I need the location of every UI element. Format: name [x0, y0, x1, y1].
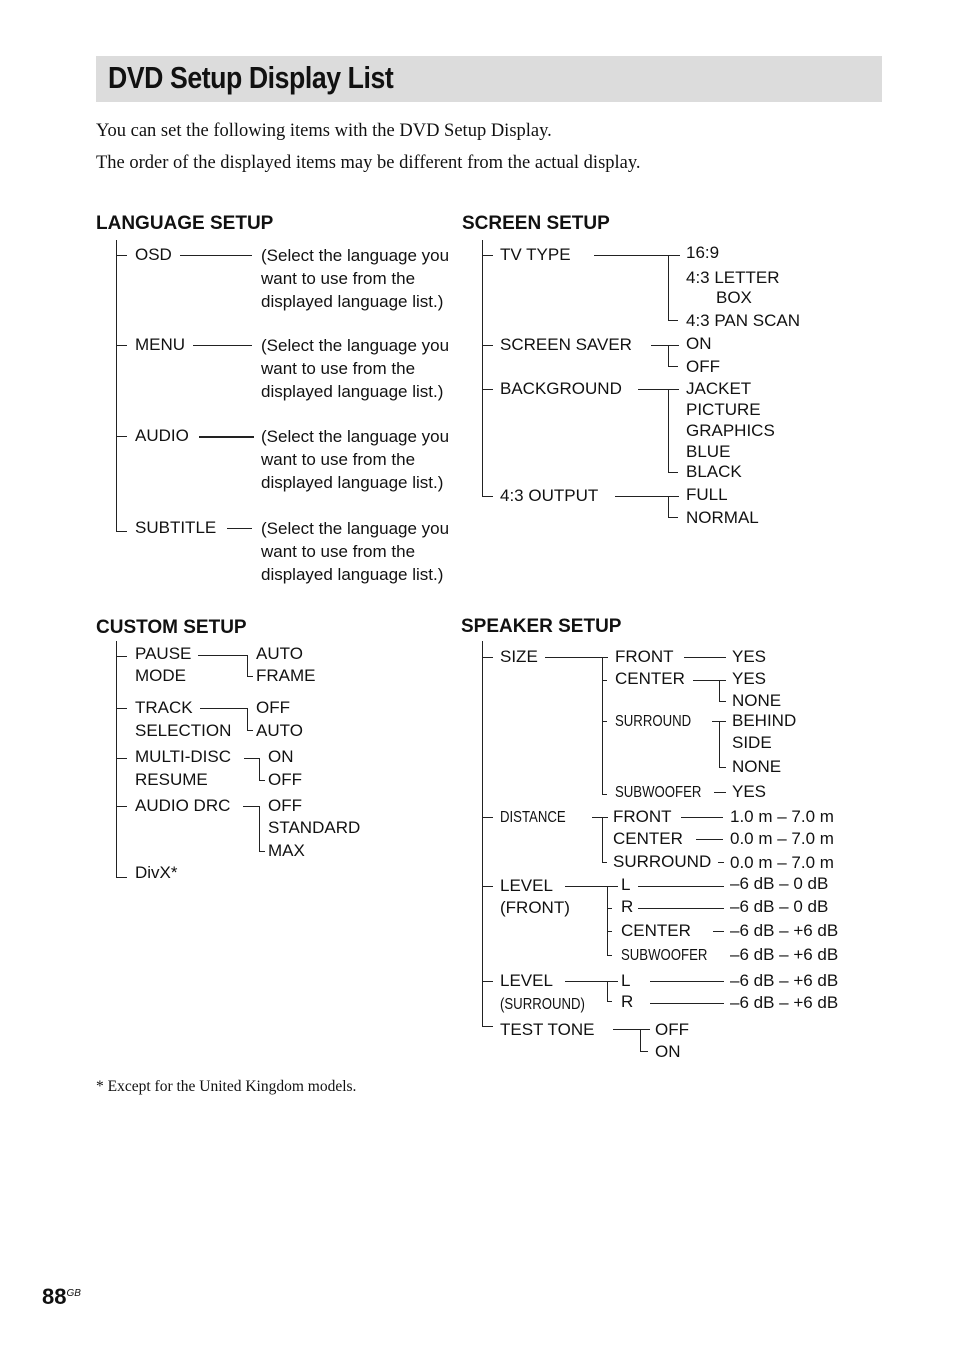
custom-multidisc: MULTI-DISC [135, 747, 232, 766]
screen-tv-type: TV TYPE [500, 245, 571, 264]
surround-behind: BEHIND [732, 711, 797, 730]
level-surround-r: R [621, 992, 634, 1011]
tree-line [696, 839, 723, 840]
size-center-yes: YES [732, 669, 767, 688]
bg-jacket: JACKET [686, 379, 752, 398]
distance-center-range: 0.0 m – 7.0 m [730, 829, 834, 848]
speaker-size: SIZE [500, 647, 538, 666]
lang-subtitle: SUBTITLE [135, 518, 217, 537]
tree-line [668, 255, 669, 321]
tree-line [607, 931, 612, 932]
tree-line [651, 345, 679, 346]
tree-line [227, 528, 252, 529]
tree-line [607, 908, 612, 909]
tv-pan-scan: 4:3 PAN SCAN [686, 311, 801, 330]
tree-line [116, 255, 127, 256]
tree-line [650, 981, 724, 982]
lang-osd-desc: (Select the language you want to use from the displayed language list.) [261, 246, 450, 311]
drc-standard: STANDARD [268, 818, 361, 837]
bg-graphics: GRAPHICS [686, 421, 775, 440]
tree-line [565, 981, 618, 982]
tree-line [719, 767, 726, 768]
distance-surround: SURROUND [613, 852, 712, 871]
level-front-r: R [621, 897, 634, 916]
tree-line [247, 655, 248, 677]
tree-line [482, 389, 493, 390]
surround-side: SIDE [732, 733, 772, 752]
size-front: FRONT [615, 647, 674, 666]
track-auto: AUTO [256, 721, 303, 740]
tree-line [193, 345, 252, 346]
custom-pause-2: MODE [135, 666, 186, 685]
custom-pause: PAUSE [135, 644, 192, 663]
tree-line [668, 345, 669, 367]
custom-track: TRACK [135, 698, 193, 717]
lang-menu-desc: (Select the language you want to use from the displayed language list.) [261, 336, 450, 401]
tree-line [116, 531, 127, 532]
page-title: DVD Setup Display List [108, 60, 394, 95]
tree-line [693, 680, 726, 681]
level-front-l-range: –6 dB – 0 dB [730, 874, 829, 893]
screen-setup-heading: SCREEN SETUP [462, 213, 610, 234]
tree-line [668, 366, 678, 367]
tree-line [638, 389, 679, 390]
screen-output: 4:3 OUTPUT [500, 486, 599, 505]
bg-picture: PICTURE [686, 400, 761, 419]
speaker-test-tone: TEST TONE [500, 1020, 595, 1039]
distance-surround-range: 0.0 m – 7.0 m [730, 853, 834, 872]
tree-line [259, 780, 265, 781]
level-surround-r-range: –6 dB – +6 dB [730, 993, 839, 1012]
tree-line [545, 657, 608, 658]
tree-line [116, 806, 127, 807]
level-front-r-range: –6 dB – 0 dB [730, 897, 829, 916]
title-bar [96, 56, 882, 102]
tree-line [482, 641, 483, 1027]
tree-line [116, 877, 127, 878]
tree-line [719, 680, 720, 702]
level-front-subwoofer: SUBWOOFER [621, 947, 708, 964]
level-surround-l: L [621, 971, 631, 990]
tree-line [243, 806, 260, 807]
custom-multidisc-2: RESUME [135, 770, 208, 789]
tree-line [681, 817, 723, 818]
tree-line [116, 656, 127, 657]
tree-line [247, 708, 248, 731]
tree-line [719, 701, 726, 702]
tree-line [482, 240, 483, 497]
page-number: $88^{GB}$ [42, 1284, 81, 1309]
tree-line [482, 657, 493, 658]
tree-line [668, 496, 669, 518]
size-subwoofer: SUBWOOFER [615, 784, 702, 801]
speaker-level-surround: LEVEL [500, 971, 553, 990]
speaker-level-surround-paren: (SURROUND) [500, 996, 585, 1013]
tree-line [482, 886, 493, 887]
tree-line [668, 320, 678, 321]
tree-line [482, 817, 493, 818]
tree-line [482, 345, 493, 346]
tree-line [650, 1003, 724, 1004]
level-front-l: L [621, 875, 631, 894]
lang-audio-desc: (Select the language you want to use from the displayed language list.) [261, 427, 450, 492]
tree-line [565, 886, 618, 887]
tree-line [259, 806, 260, 852]
tree-line [607, 955, 612, 956]
tree-line [668, 472, 678, 473]
page-suffix: GB [66, 1288, 81, 1299]
surround-none: NONE [732, 757, 782, 776]
size-subwoofer-yes: YES [732, 782, 767, 801]
tree-line [638, 908, 724, 909]
pause-frame: FRAME [256, 666, 316, 685]
distance-front: FRONT [613, 807, 672, 826]
tree-line [199, 436, 254, 438]
tree-line [638, 886, 724, 887]
size-surround: SURROUND [615, 713, 692, 730]
speaker-setup-heading: SPEAKER SETUP [461, 616, 622, 637]
speaker-level-front-paren: (FRONT) [500, 898, 570, 917]
speaker-level-front: LEVEL [500, 876, 553, 895]
tv-letter: 4:3 LETTER [686, 268, 780, 287]
tv-16-9: 16:9 [686, 243, 720, 262]
drc-max: MAX [268, 841, 305, 860]
tree-line [198, 655, 248, 656]
tree-line [613, 1029, 650, 1030]
tree-line [602, 680, 607, 681]
screen-saver: SCREEN SAVER [500, 335, 632, 354]
tree-line [116, 345, 127, 346]
tree-line [713, 931, 724, 932]
custom-setup-heading: CUSTOM SETUP [96, 617, 247, 638]
tree-line [259, 758, 260, 781]
tree-line [718, 862, 724, 863]
lang-menu: MENU [135, 335, 186, 354]
tree-line [247, 676, 253, 677]
speaker-distance: DISTANCE [500, 809, 566, 826]
tree-line [592, 817, 608, 818]
tree-line [116, 641, 117, 878]
tree-line [640, 1051, 648, 1052]
tree-line [602, 817, 603, 863]
level-front-subwoofer-range: –6 dB – +6 dB [730, 945, 839, 964]
size-center-none: NONE [732, 691, 782, 710]
custom-divx: DivX* [135, 863, 178, 882]
level-surround-l-range: –6 dB – +6 dB [730, 971, 839, 990]
tv-letter-box: BOX [716, 288, 752, 307]
tree-line [116, 436, 127, 437]
tree-line [719, 721, 720, 768]
footnote: * Except for the United Kingdom models. [96, 1078, 357, 1095]
tree-line [668, 389, 669, 473]
tree-line [116, 240, 117, 532]
drc-off: OFF [268, 796, 302, 815]
output-normal: NORMAL [686, 508, 759, 527]
test-tone-on: ON [655, 1042, 681, 1061]
tree-line [602, 721, 607, 722]
tree-line [116, 708, 127, 709]
tree-line [482, 255, 493, 256]
tree-line [602, 794, 607, 795]
custom-track-2: SELECTION [135, 721, 232, 740]
multidisc-off: OFF [268, 770, 302, 789]
tree-line [180, 255, 252, 256]
tree-line [200, 708, 248, 709]
intro-line-1: You can set the following items with the DVD Setup Display. [96, 121, 552, 141]
lang-subtitle-desc: (Select the language you want to use from the displayed language list.) [261, 519, 450, 584]
screen-background: BACKGROUND [500, 379, 622, 398]
tree-line [602, 862, 607, 863]
tree-line [714, 792, 726, 793]
test-tone-off: OFF [655, 1020, 689, 1039]
tree-line [607, 886, 608, 956]
tree-line [482, 1026, 493, 1027]
language-setup-heading: LANGUAGE SETUP [96, 213, 274, 234]
intro-line-2: The order of the displayed items may be different from the actual display. [96, 153, 641, 173]
level-front-center-range: –6 dB – +6 dB [730, 921, 839, 940]
distance-front-range: 1.0 m – 7.0 m [730, 807, 834, 826]
tree-line [482, 496, 493, 497]
distance-center: CENTER [613, 829, 683, 848]
saver-off: OFF [686, 357, 720, 376]
tree-line [482, 981, 493, 982]
tree-line [259, 851, 265, 852]
pause-auto: AUTO [256, 644, 303, 663]
tree-line [602, 657, 603, 795]
tree-line [247, 730, 253, 731]
tree-line [607, 981, 608, 1002]
tree-line [615, 496, 679, 497]
output-full: FULL [686, 485, 728, 504]
tree-line [668, 517, 678, 518]
custom-audio-drc: AUDIO DRC [135, 796, 231, 815]
multidisc-on: ON [268, 747, 294, 766]
size-front-yes: YES [732, 647, 767, 666]
tree-line [640, 1029, 641, 1052]
bg-blue: BLUE [686, 442, 731, 461]
level-front-center: CENTER [621, 921, 691, 940]
tree-line [607, 1001, 612, 1002]
tree-line [684, 657, 726, 658]
tree-line [116, 758, 127, 759]
tree-line [244, 758, 260, 759]
saver-on: ON [686, 334, 712, 353]
size-center: CENTER [615, 669, 685, 688]
track-off: OFF [256, 698, 290, 717]
lang-osd: OSD [135, 245, 172, 264]
lang-audio: AUDIO [135, 426, 189, 445]
bg-black: BLACK [686, 462, 742, 481]
